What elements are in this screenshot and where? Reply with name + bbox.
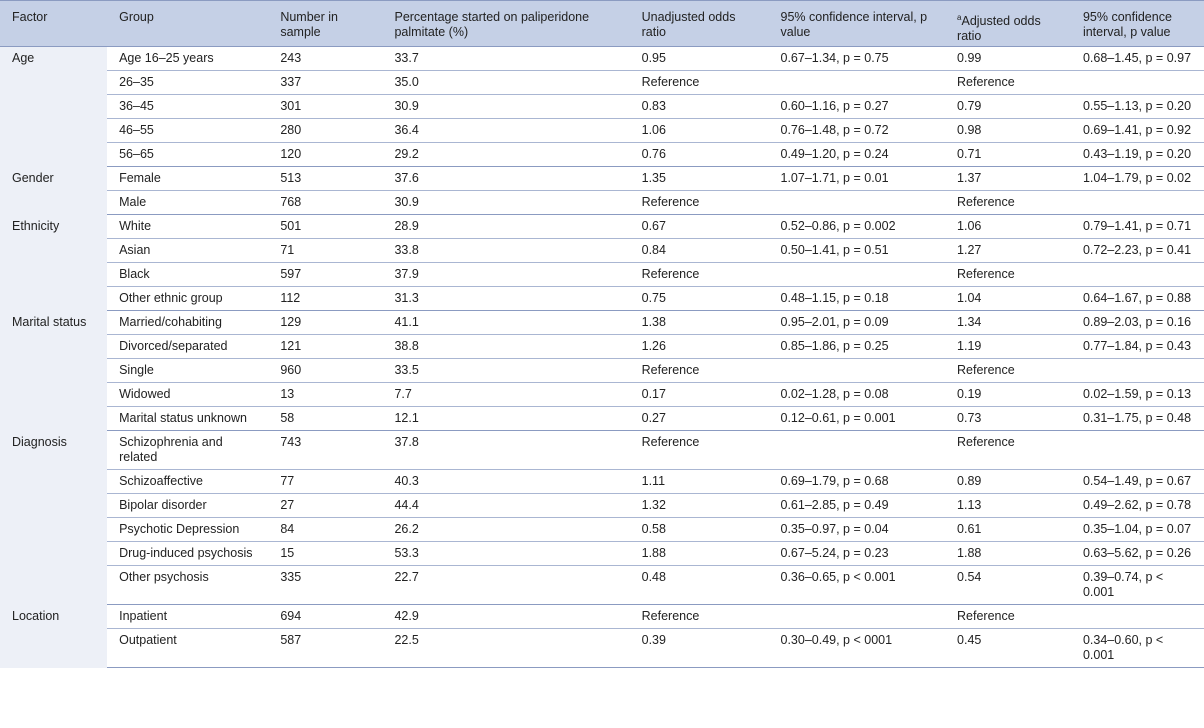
- unadjusted-or-cell: 0.67: [630, 215, 769, 239]
- unadjusted-or-cell: 0.75: [630, 287, 769, 311]
- adjusted-or-cell: 1.27: [945, 239, 1071, 263]
- adjusted-or-cell: 1.06: [945, 215, 1071, 239]
- number-cell: 27: [268, 494, 382, 518]
- number-cell: 243: [268, 47, 382, 71]
- group-cell: Psychotic Depression: [107, 518, 268, 542]
- number-cell: 129: [268, 311, 382, 335]
- adjusted-ci-cell: 0.39–0.74, p < 0.001: [1071, 566, 1204, 605]
- number-cell: 337: [268, 71, 382, 95]
- adjusted-or-cell: 1.13: [945, 494, 1071, 518]
- group-cell: Bipolar disorder: [107, 494, 268, 518]
- header-adjusted-odds-ratio-label: Adjusted odds ratio: [957, 14, 1041, 44]
- adjusted-or-cell: 1.37: [945, 167, 1071, 191]
- percentage-cell: 31.3: [382, 287, 629, 311]
- percentage-cell: 37.6: [382, 167, 629, 191]
- number-cell: 768: [268, 191, 382, 215]
- unadjusted-ci-cell: 0.69–1.79, p = 0.68: [769, 470, 946, 494]
- table-row: [0, 239, 1204, 263]
- group-cell: Schizophrenia and related: [107, 431, 268, 470]
- adjusted-or-cell: Reference: [945, 191, 1071, 215]
- table-row: [0, 383, 1204, 407]
- percentage-cell: 35.0: [382, 71, 629, 95]
- percentage-cell: 26.2: [382, 518, 629, 542]
- percentage-cell: 30.9: [382, 191, 629, 215]
- unadjusted-ci-cell: 0.76–1.48, p = 0.72: [769, 119, 946, 143]
- adjusted-or-cell: 0.89: [945, 470, 1071, 494]
- adjusted-or-cell: Reference: [945, 263, 1071, 287]
- unadjusted-ci-cell: 0.52–0.86, p = 0.002: [769, 215, 946, 239]
- group-cell: 46–55: [107, 119, 268, 143]
- header-number-in-sample: Number in sample: [268, 1, 382, 47]
- unadjusted-or-cell: Reference: [630, 263, 769, 287]
- table-row: [0, 119, 1204, 143]
- percentage-cell: 33.7: [382, 47, 629, 71]
- unadjusted-or-cell: Reference: [630, 191, 769, 215]
- number-cell: 513: [268, 167, 382, 191]
- factor-cell: Diagnosis: [0, 431, 107, 605]
- group-cell: Single: [107, 359, 268, 383]
- adjusted-ci-cell: 0.43–1.19, p = 0.20: [1071, 143, 1204, 167]
- unadjusted-or-cell: 0.17: [630, 383, 769, 407]
- adjusted-ci-cell: 0.77–1.84, p = 0.43: [1071, 335, 1204, 359]
- adjusted-or-cell: Reference: [945, 605, 1071, 629]
- adjusted-ci-cell: 0.02–1.59, p = 0.13: [1071, 383, 1204, 407]
- unadjusted-ci-cell: 0.12–0.61, p = 0.001: [769, 407, 946, 431]
- percentage-cell: 22.7: [382, 566, 629, 605]
- unadjusted-ci-cell: [769, 263, 946, 287]
- factor-cell: Gender: [0, 167, 107, 215]
- table-row: [0, 95, 1204, 119]
- group-cell: Married/cohabiting: [107, 311, 268, 335]
- adjusted-or-cell: 0.19: [945, 383, 1071, 407]
- unadjusted-ci-cell: 0.67–5.24, p = 0.23: [769, 542, 946, 566]
- table-row: [0, 566, 1204, 605]
- unadjusted-or-cell: 0.76: [630, 143, 769, 167]
- number-cell: 694: [268, 605, 382, 629]
- factor-cell: Marital status: [0, 311, 107, 431]
- number-cell: 587: [268, 629, 382, 668]
- unadjusted-ci-cell: 0.61–2.85, p = 0.49: [769, 494, 946, 518]
- percentage-cell: 33.8: [382, 239, 629, 263]
- unadjusted-or-cell: 0.48: [630, 566, 769, 605]
- adjusted-or-cell: Reference: [945, 359, 1071, 383]
- adjusted-or-cell: Reference: [945, 431, 1071, 470]
- table-row: [0, 215, 1204, 239]
- percentage-cell: 53.3: [382, 542, 629, 566]
- header-unadjusted-odds-ratio: Unadjusted odds ratio: [630, 1, 769, 47]
- number-cell: 58: [268, 407, 382, 431]
- group-cell: Drug-induced psychosis: [107, 542, 268, 566]
- unadjusted-or-cell: 1.88: [630, 542, 769, 566]
- unadjusted-ci-cell: 0.67–1.34, p = 0.75: [769, 47, 946, 71]
- table-row: [0, 605, 1204, 629]
- unadjusted-or-cell: Reference: [630, 431, 769, 470]
- header-confidence-interval-unadjusted: 95% confidence interval, p value: [769, 1, 946, 47]
- unadjusted-or-cell: 1.26: [630, 335, 769, 359]
- adjusted-or-cell: 1.34: [945, 311, 1071, 335]
- footnote-marker: a: [957, 13, 962, 22]
- adjusted-ci-cell: [1071, 605, 1204, 629]
- number-cell: 301: [268, 95, 382, 119]
- adjusted-ci-cell: [1071, 263, 1204, 287]
- number-cell: 960: [268, 359, 382, 383]
- percentage-cell: 42.9: [382, 605, 629, 629]
- group-cell: Other ethnic group: [107, 287, 268, 311]
- number-cell: 743: [268, 431, 382, 470]
- adjusted-ci-cell: 0.79–1.41, p = 0.71: [1071, 215, 1204, 239]
- table-row: [0, 359, 1204, 383]
- number-cell: 121: [268, 335, 382, 359]
- percentage-cell: 44.4: [382, 494, 629, 518]
- unadjusted-ci-cell: [769, 359, 946, 383]
- adjusted-or-cell: 0.71: [945, 143, 1071, 167]
- header-confidence-interval-adjusted: 95% confidence interval, p value: [1071, 1, 1204, 47]
- percentage-cell: 38.8: [382, 335, 629, 359]
- table-row: [0, 470, 1204, 494]
- unadjusted-ci-cell: 0.35–0.97, p = 0.04: [769, 518, 946, 542]
- adjusted-or-cell: 0.79: [945, 95, 1071, 119]
- adjusted-ci-cell: [1071, 359, 1204, 383]
- percentage-cell: 28.9: [382, 215, 629, 239]
- unadjusted-or-cell: 1.06: [630, 119, 769, 143]
- number-cell: 280: [268, 119, 382, 143]
- unadjusted-ci-cell: 1.07–1.71, p = 0.01: [769, 167, 946, 191]
- unadjusted-or-cell: 1.35: [630, 167, 769, 191]
- adjusted-ci-cell: 0.72–2.23, p = 0.41: [1071, 239, 1204, 263]
- table-row: [0, 431, 1204, 470]
- adjusted-or-cell: 0.61: [945, 518, 1071, 542]
- adjusted-or-cell: 1.88: [945, 542, 1071, 566]
- number-cell: 15: [268, 542, 382, 566]
- number-cell: 501: [268, 215, 382, 239]
- group-cell: 56–65: [107, 143, 268, 167]
- unadjusted-or-cell: Reference: [630, 71, 769, 95]
- group-cell: 26–35: [107, 71, 268, 95]
- number-cell: 77: [268, 470, 382, 494]
- number-cell: 84: [268, 518, 382, 542]
- factor-cell: Ethnicity: [0, 215, 107, 311]
- adjusted-or-cell: 0.98: [945, 119, 1071, 143]
- group-cell: Age 16–25 years: [107, 47, 268, 71]
- group-cell: White: [107, 215, 268, 239]
- group-cell: Male: [107, 191, 268, 215]
- header-row: [0, 1, 1204, 47]
- group-cell: Inpatient: [107, 605, 268, 629]
- group-cell: Black: [107, 263, 268, 287]
- header-adjusted-odds-ratio: [945, 1, 1071, 47]
- adjusted-ci-cell: 0.68–1.45, p = 0.97: [1071, 47, 1204, 71]
- adjusted-ci-cell: 0.69–1.41, p = 0.92: [1071, 119, 1204, 143]
- adjusted-or-cell: 0.99: [945, 47, 1071, 71]
- unadjusted-or-cell: Reference: [630, 605, 769, 629]
- adjusted-ci-cell: 0.89–2.03, p = 0.16: [1071, 311, 1204, 335]
- table-row: [0, 191, 1204, 215]
- adjusted-or-cell: 1.04: [945, 287, 1071, 311]
- percentage-cell: 37.9: [382, 263, 629, 287]
- unadjusted-or-cell: 0.27: [630, 407, 769, 431]
- group-cell: 36–45: [107, 95, 268, 119]
- adjusted-or-cell: 0.73: [945, 407, 1071, 431]
- group-cell: Schizoaffective: [107, 470, 268, 494]
- group-cell: Marital status unknown: [107, 407, 268, 431]
- unadjusted-ci-cell: 0.85–1.86, p = 0.25: [769, 335, 946, 359]
- number-cell: 71: [268, 239, 382, 263]
- percentage-cell: 30.9: [382, 95, 629, 119]
- percentage-cell: 12.1: [382, 407, 629, 431]
- header-factor: Factor: [0, 1, 107, 47]
- table-row: [0, 629, 1204, 668]
- unadjusted-or-cell: 1.32: [630, 494, 769, 518]
- unadjusted-ci-cell: [769, 431, 946, 470]
- adjusted-ci-cell: [1071, 71, 1204, 95]
- adjusted-ci-cell: [1071, 191, 1204, 215]
- header-group: Group: [107, 1, 268, 47]
- adjusted-or-cell: 0.45: [945, 629, 1071, 668]
- number-cell: 597: [268, 263, 382, 287]
- adjusted-ci-cell: 0.64–1.67, p = 0.88: [1071, 287, 1204, 311]
- percentage-cell: 33.5: [382, 359, 629, 383]
- unadjusted-or-cell: 1.38: [630, 311, 769, 335]
- table-row: [0, 287, 1204, 311]
- table-row: [0, 47, 1204, 71]
- percentage-cell: 7.7: [382, 383, 629, 407]
- unadjusted-ci-cell: [769, 71, 946, 95]
- factor-cell: Age: [0, 47, 107, 167]
- number-cell: 112: [268, 287, 382, 311]
- unadjusted-or-cell: 1.11: [630, 470, 769, 494]
- unadjusted-ci-cell: 0.60–1.16, p = 0.27: [769, 95, 946, 119]
- unadjusted-ci-cell: [769, 191, 946, 215]
- unadjusted-ci-cell: [769, 605, 946, 629]
- group-cell: Asian: [107, 239, 268, 263]
- table-row: [0, 263, 1204, 287]
- adjusted-ci-cell: 0.55–1.13, p = 0.20: [1071, 95, 1204, 119]
- unadjusted-ci-cell: 0.02–1.28, p = 0.08: [769, 383, 946, 407]
- percentage-cell: 36.4: [382, 119, 629, 143]
- adjusted-ci-cell: 0.34–0.60, p < 0.001: [1071, 629, 1204, 668]
- unadjusted-ci-cell: 0.95–2.01, p = 0.09: [769, 311, 946, 335]
- table-row: [0, 143, 1204, 167]
- percentage-cell: 29.2: [382, 143, 629, 167]
- group-cell: Widowed: [107, 383, 268, 407]
- percentage-cell: 40.3: [382, 470, 629, 494]
- adjusted-or-cell: 0.54: [945, 566, 1071, 605]
- unadjusted-or-cell: 0.39: [630, 629, 769, 668]
- percentage-cell: 41.1: [382, 311, 629, 335]
- adjusted-ci-cell: 0.31–1.75, p = 0.48: [1071, 407, 1204, 431]
- group-cell: Female: [107, 167, 268, 191]
- table-body: [0, 47, 1204, 668]
- group-cell: Divorced/separated: [107, 335, 268, 359]
- adjusted-or-cell: Reference: [945, 71, 1071, 95]
- unadjusted-or-cell: Reference: [630, 359, 769, 383]
- unadjusted-ci-cell: 0.50–1.41, p = 0.51: [769, 239, 946, 263]
- unadjusted-ci-cell: 0.30–0.49, p < 0001: [769, 629, 946, 668]
- group-cell: Other psychosis: [107, 566, 268, 605]
- unadjusted-or-cell: 0.83: [630, 95, 769, 119]
- factor-cell: Location: [0, 605, 107, 668]
- unadjusted-or-cell: 0.84: [630, 239, 769, 263]
- table-row: [0, 71, 1204, 95]
- percentage-cell: 22.5: [382, 629, 629, 668]
- number-cell: 335: [268, 566, 382, 605]
- adjusted-ci-cell: 0.54–1.49, p = 0.67: [1071, 470, 1204, 494]
- adjusted-ci-cell: 1.04–1.79, p = 0.02: [1071, 167, 1204, 191]
- adjusted-ci-cell: [1071, 431, 1204, 470]
- percentage-cell: 37.8: [382, 431, 629, 470]
- table-header: [0, 1, 1204, 47]
- unadjusted-ci-cell: 0.49–1.20, p = 0.24: [769, 143, 946, 167]
- table-row: [0, 335, 1204, 359]
- unadjusted-or-cell: 0.95: [630, 47, 769, 71]
- table-row: [0, 494, 1204, 518]
- table-row: [0, 542, 1204, 566]
- unadjusted-ci-cell: 0.36–0.65, p < 0.001: [769, 566, 946, 605]
- adjusted-ci-cell: 0.49–2.62, p = 0.78: [1071, 494, 1204, 518]
- unadjusted-or-cell: 0.58: [630, 518, 769, 542]
- table-row: [0, 167, 1204, 191]
- table-row: [0, 518, 1204, 542]
- adjusted-or-cell: 1.19: [945, 335, 1071, 359]
- header-percentage-started: Percentage started on paliperidone palmitate (%): [382, 1, 629, 47]
- number-cell: 120: [268, 143, 382, 167]
- number-cell: 13: [268, 383, 382, 407]
- adjusted-ci-cell: 0.35–1.04, p = 0.07: [1071, 518, 1204, 542]
- unadjusted-ci-cell: 0.48–1.15, p = 0.18: [769, 287, 946, 311]
- table-row: [0, 311, 1204, 335]
- table-row: [0, 407, 1204, 431]
- adjusted-ci-cell: 0.63–5.62, p = 0.26: [1071, 542, 1204, 566]
- group-cell: Outpatient: [107, 629, 268, 668]
